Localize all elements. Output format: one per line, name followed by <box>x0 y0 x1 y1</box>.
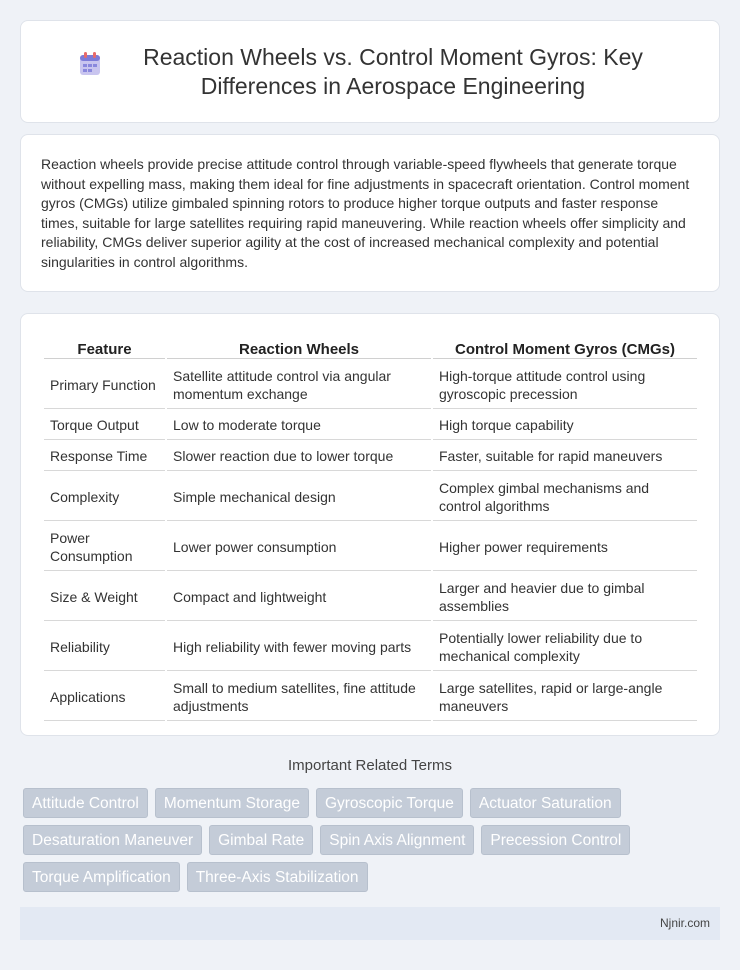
cmg-cell: Faster, suitable for rapid maneuvers <box>433 442 697 471</box>
reaction-wheels-cell: Slower reaction due to lower torque <box>167 442 431 471</box>
table-row <box>44 623 697 671</box>
feature-cell: Complexity <box>44 473 165 521</box>
reaction-wheels-cell: Lower power consumption <box>167 523 431 571</box>
reaction-wheels-cell: Simple mechanical design <box>167 473 431 521</box>
cmg-cell: High torque capability <box>433 411 697 440</box>
table-row <box>44 361 697 409</box>
tag-actuator-saturation[interactable]: Actuator Saturation <box>470 788 621 818</box>
reaction-wheels-cell: Low to moderate torque <box>167 411 431 440</box>
table-row <box>44 442 697 471</box>
footer <box>20 907 720 940</box>
header-cmgs: Control Moment Gyros (CMGs) <box>433 336 697 359</box>
tag-gimbal-rate[interactable]: Gimbal Rate <box>209 825 313 855</box>
intro-paragraph: Reaction wheels provide precise attitude control through variable-speed flywheels that generate torque without expelling mass, making them ideal for fine adjustments in spacecraft orientation. Control moment gyros (CMGs) utilize gimbaled spinning rotors to produce higher torque outputs and faster response times, suitable for large satellites requiring rapid maneuvering. While reaction wheels offer simplicity and reliability, CMGs deliver superior agility at the cost of increased mechanical complexity and potential singularities in control algorithms. <box>41 156 690 270</box>
tag-momentum-storage[interactable]: Momentum Storage <box>155 788 309 818</box>
feature-cell: Primary Function <box>44 361 165 409</box>
table-row <box>44 673 697 721</box>
reaction-wheels-cell: Satellite attitude control via angular momentum exchange <box>167 361 431 409</box>
cmg-cell: High-torque attitude control using gyroscopic precession <box>433 361 697 409</box>
reaction-wheels-cell: Small to medium satellites, fine attitude adjustments <box>167 673 431 721</box>
table-row <box>44 573 697 621</box>
header-feature: Feature <box>44 336 165 359</box>
tag-desaturation-maneuver[interactable]: Desaturation Maneuver <box>23 825 202 855</box>
footer-site-link[interactable]: Njnir.com <box>659 916 710 930</box>
title-card <box>20 20 720 123</box>
page-title: Reaction Wheels vs. Control Moment Gyros: Key Differences in Aerospace Engineering <box>143 43 643 99</box>
header-reaction-wheels: Reaction Wheels <box>167 336 431 359</box>
tag-gyroscopic-torque[interactable]: Gyroscopic Torque <box>316 788 463 818</box>
tag-three-axis-stabilization[interactable]: Three-Axis Stabilization <box>187 862 368 892</box>
tag-torque-amplification[interactable]: Torque Amplification <box>23 862 180 892</box>
comparison-table <box>42 334 699 723</box>
cmg-cell: Higher power requirements <box>433 523 697 571</box>
table-row <box>44 473 697 521</box>
table-header-row <box>44 336 697 359</box>
tag-attitude-control[interactable]: Attitude Control <box>23 788 148 818</box>
cmg-cell: Larger and heavier due to gimbal assemblies <box>433 573 697 621</box>
feature-cell: Response Time <box>44 442 165 471</box>
tag-precession-control[interactable]: Precession Control <box>481 825 630 855</box>
reaction-wheels-cell: Compact and lightweight <box>167 573 431 621</box>
feature-cell: Reliability <box>44 623 165 671</box>
document-icon <box>77 51 103 77</box>
feature-cell: Torque Output <box>44 411 165 440</box>
feature-cell: Size & Weight <box>44 573 165 621</box>
table-row <box>44 411 697 440</box>
comparison-table-card <box>20 313 720 736</box>
cmg-cell: Complex gimbal mechanisms and control algorithms <box>433 473 697 521</box>
related-terms-tags <box>23 788 723 892</box>
feature-cell: Power Consumption <box>44 523 165 571</box>
related-terms-title: Important Related Terms <box>288 757 452 774</box>
reaction-wheels-cell: High reliability with fewer moving parts <box>167 623 431 671</box>
tag-spin-axis-alignment[interactable]: Spin Axis Alignment <box>320 825 474 855</box>
cmg-cell: Potentially lower reliability due to mechanical complexity <box>433 623 697 671</box>
table-row <box>44 523 697 571</box>
intro-card <box>20 134 720 292</box>
feature-cell: Applications <box>44 673 165 721</box>
cmg-cell: Large satellites, rapid or large-angle maneuvers <box>433 673 697 721</box>
